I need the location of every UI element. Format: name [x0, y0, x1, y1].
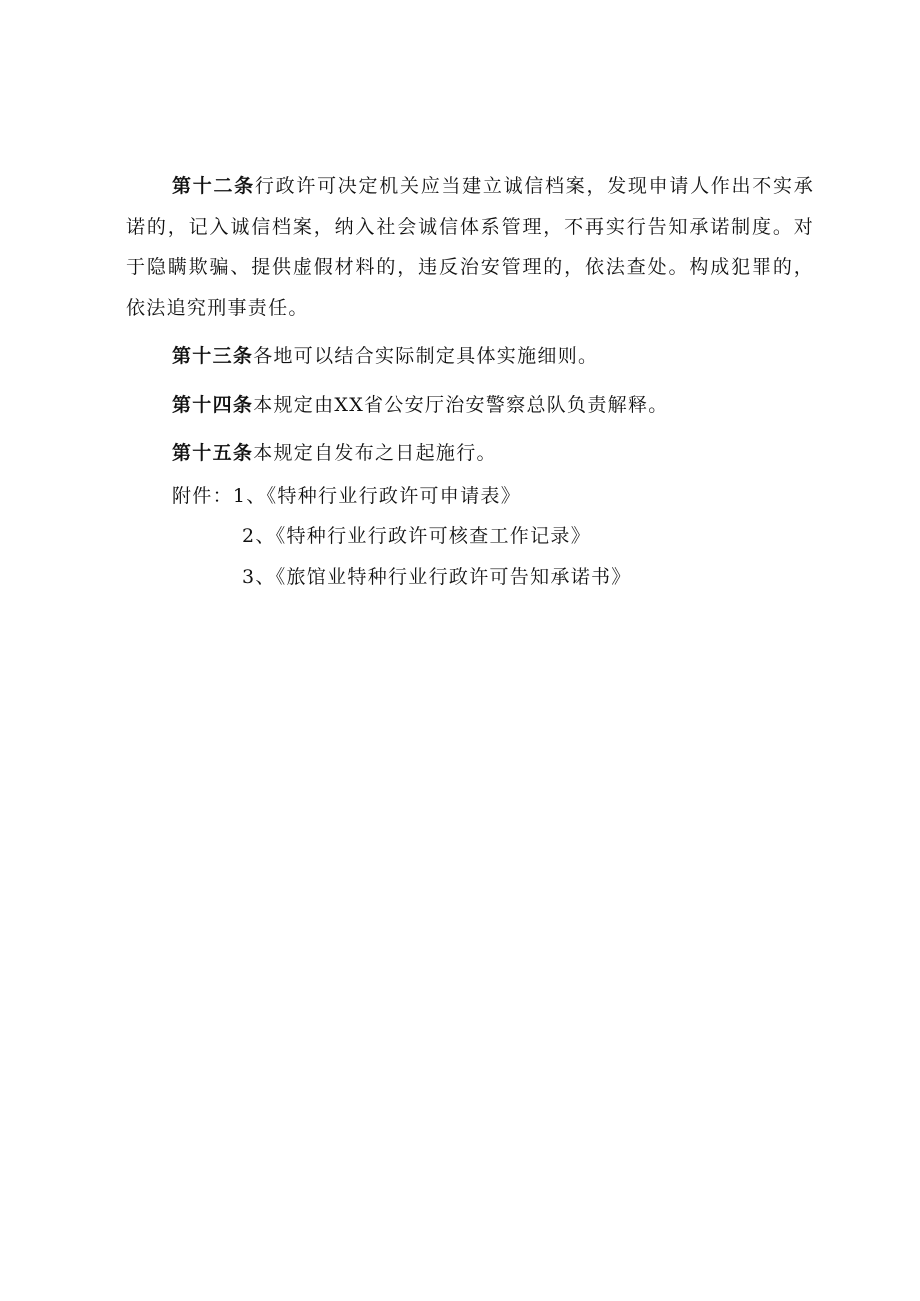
article-text: 本规定自发布之日起施行。: [253, 442, 497, 464]
attachment-title: 3、《旅馆业特种行业行政许可告知承诺书》: [242, 565, 632, 588]
article-number: 第十三条: [172, 345, 254, 367]
attachments-list: [126, 476, 814, 598]
attachment-item: [126, 557, 814, 598]
attachment-title: 2、《特种行业行政许可核查工作记录》: [242, 525, 591, 547]
article-number: 第十五条: [172, 442, 254, 464]
attachment-item: [126, 516, 814, 557]
attachment-title: 1、《特种行业行政许可申请表》: [232, 484, 521, 507]
attachment-item: [126, 476, 814, 517]
article-13: [126, 336, 814, 377]
article-text: 各地可以结合实际制定具体实施细则。: [253, 345, 599, 367]
article-number: 第十四条: [172, 393, 254, 416]
article-text: 行政许可决定机关应当建立诚信档案，发现申请人作出不实承诺的，记入诚信档案，纳入社会诚信体系管理，不再实行告知承诺制度。对于隐瞒欺骗、提供虚假材料的，违反治安管理的，依法查处。构成犯罪的，依法追究刑事责任。: [126, 175, 815, 319]
article-14: [126, 385, 814, 426]
article-number: 第十二条: [172, 175, 255, 197]
article-12: [126, 166, 814, 328]
article-15: [126, 433, 814, 474]
attachments-label: 附件：: [172, 484, 233, 507]
document-page: [126, 166, 814, 597]
article-text: 本规定由XX省公安厅治安警察总队负责解释。: [253, 393, 669, 416]
